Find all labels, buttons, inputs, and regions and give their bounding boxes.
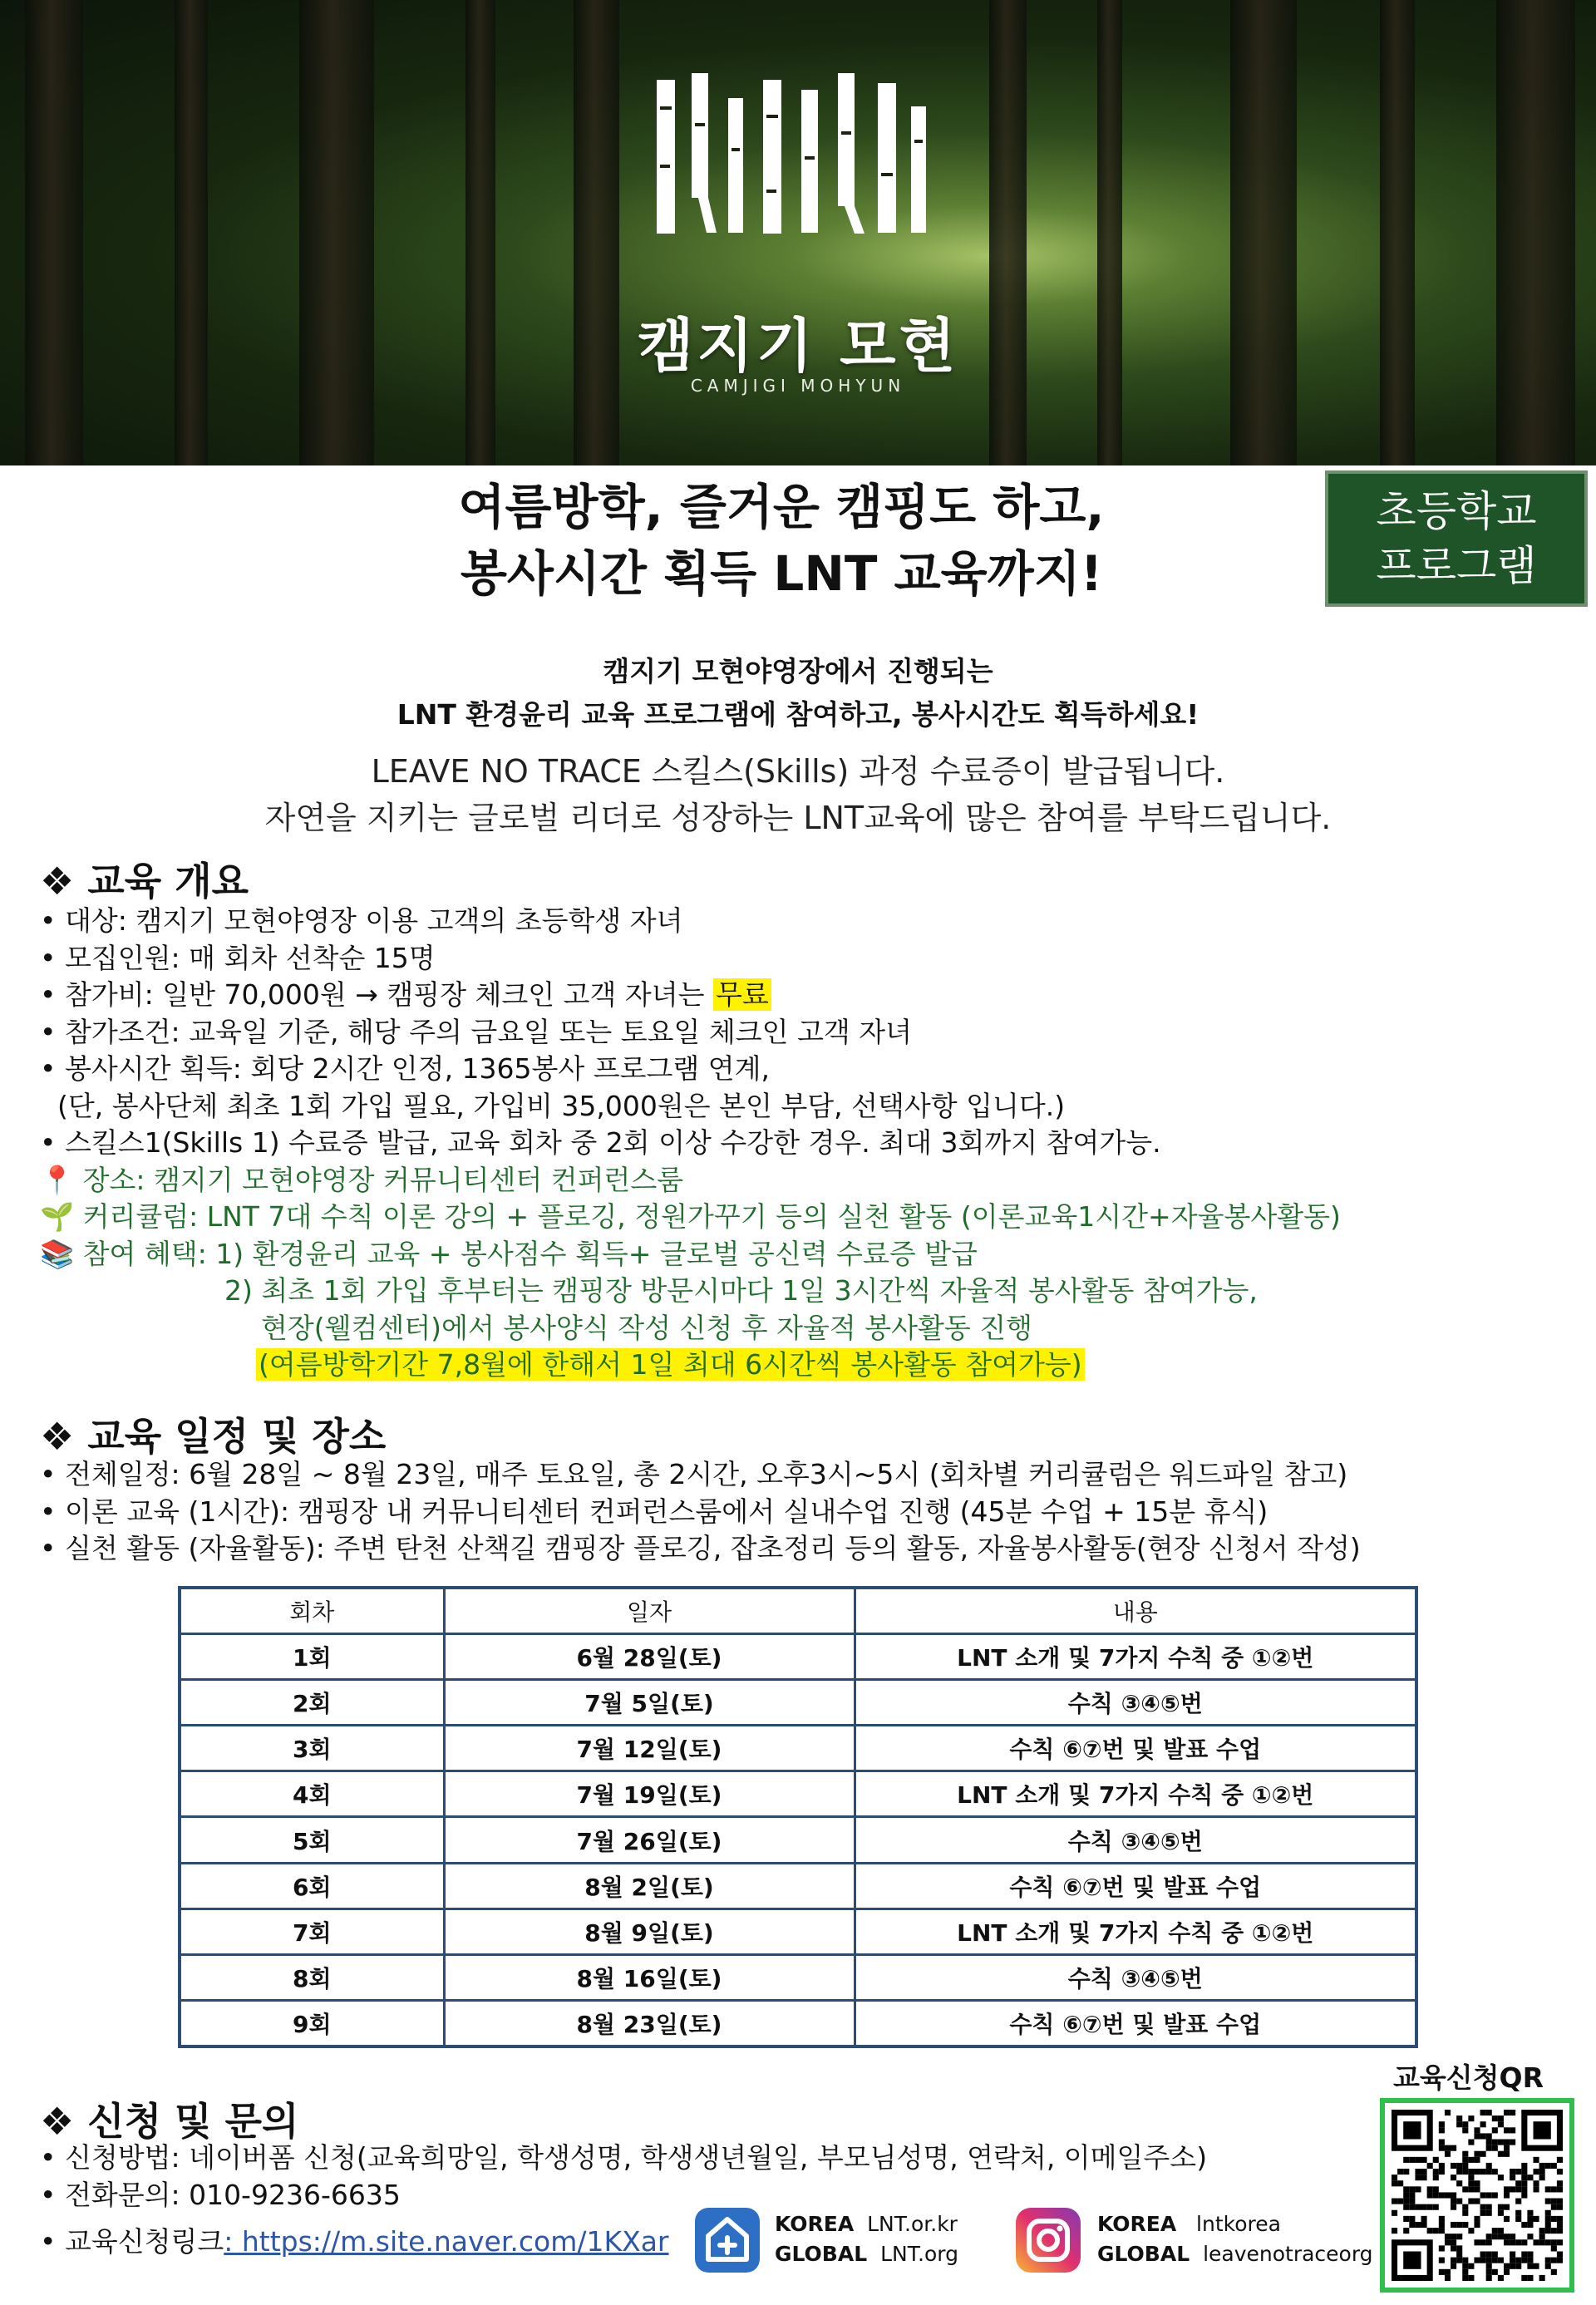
tree-trunk <box>989 0 1027 465</box>
cell-content: 수칙 ⑥⑦번 및 발표 수업 <box>855 1726 1416 1771</box>
headline-line: 여름방학, 즐거운 캠핑도 하고, <box>458 479 1105 535</box>
cell-date: 6월 28일(토) <box>444 1633 855 1679</box>
schedule-overall: • 전체일정: 6월 28일 ~ 8월 23일, 매주 토요일, 총 2시간, 오후3시~5시 (회차별 커리큘럼은 워드파일 참고) <box>40 1458 1348 1490</box>
schedule-table <box>178 1586 1418 2048</box>
cell-session: 7회 <box>180 1909 444 1954</box>
cell-content: 수칙 ③④⑤번 <box>855 1679 1416 1725</box>
table-row <box>180 1679 1416 1725</box>
overview-benefit <box>40 1236 1341 1273</box>
badge-line: 초등학교 <box>1376 487 1537 535</box>
cell-session: 2회 <box>180 1679 444 1725</box>
insta-global-label: GLOBAL <box>1097 2242 1190 2266</box>
insta-korea-label: KOREA <box>1097 2212 1177 2236</box>
program-badge <box>1325 470 1588 607</box>
cell-session: 5회 <box>180 1817 444 1863</box>
table-row <box>180 1726 1416 1771</box>
headline <box>316 474 1247 607</box>
intro-line: 캠지기 모현야영장에서 진행되는 <box>603 655 993 687</box>
intro-bold <box>0 650 1596 736</box>
tree-trunk <box>299 0 374 465</box>
column-header-date: 일자 <box>444 1588 855 1633</box>
curriculum-text: 커리큘럼: LNT 7대 수칙 이론 강의 + 플로깅, 정원가꾸기 등의 실천 활동 (이론교육1시간+자율봉사활동) <box>82 1200 1341 1233</box>
cell-session: 1회 <box>180 1633 444 1679</box>
cell-content: 수칙 ③④⑤번 <box>855 1955 1416 2001</box>
apply-phone: • 전화문의: 010-9236-6635 <box>40 2178 401 2211</box>
hero-subtitle: CAMJIGI MOHYUN <box>690 376 906 396</box>
tree-trunk <box>25 0 83 465</box>
overview-target: • 대상: 캠지기 모현야영장 이용 고객의 초등학생 자녀 <box>40 904 683 937</box>
qr-label: 교육신청QR <box>1393 2061 1544 2094</box>
badge-line: 프로그램 <box>1376 542 1537 590</box>
cell-content: 수칙 ⑥⑦번 및 발표 수업 <box>855 1863 1416 1909</box>
tree-trunk <box>175 0 208 465</box>
overview-condition: • 참가조건: 교육일 기준, 해당 주의 금요일 또는 토요일 체크인 고객 자녀 <box>40 1015 913 1048</box>
table-row <box>180 1909 1416 1954</box>
cell-date: 7월 5일(토) <box>444 1679 855 1725</box>
instagram-info <box>1097 2209 1373 2269</box>
birch-logo-icon <box>648 73 931 239</box>
overview-benefit-2: 2) 최초 1회 가입 후부터는 캠핑장 방문시마다 1일 3시간씩 자율적 봉사활동 참여가능, <box>224 1274 1258 1307</box>
cell-date: 7월 26일(토) <box>444 1817 855 1863</box>
schedule-list <box>40 1456 1361 1568</box>
headline-line: 봉사시간 획득 LNT 교육까지! <box>460 545 1103 602</box>
lnt-global-site[interactable]: LNT.org <box>880 2242 958 2266</box>
tree-trunk <box>574 0 619 465</box>
cell-content: LNT 소개 및 7가지 수칙 중 ①②번 <box>855 1771 1416 1817</box>
cell-session: 3회 <box>180 1726 444 1771</box>
overview-list <box>40 903 1341 1384</box>
table-row <box>180 1955 1416 2001</box>
cell-date: 8월 9일(토) <box>444 1909 855 1954</box>
section-heading-apply: ❖ 신청 및 문의 <box>40 2099 299 2144</box>
cell-content: 수칙 ③④⑤번 <box>855 1817 1416 1863</box>
tree-trunk <box>1230 0 1297 465</box>
benefit-highlight: (여름방학기간 7,8월에 한해서 1일 최대 6시간씩 봉사활동 참여가능) <box>256 1348 1085 1381</box>
cell-session: 8회 <box>180 1955 444 2001</box>
cell-content: 수칙 ⑥⑦번 및 발표 수업 <box>855 2001 1416 2046</box>
insta-global-handle[interactable]: leavenotraceorg <box>1203 2242 1373 2266</box>
table-row <box>180 1771 1416 1817</box>
cell-content: LNT 소개 및 7가지 수칙 중 ①②번 <box>855 1633 1416 1679</box>
section-heading-schedule: ❖ 교육 일정 및 장소 <box>40 1414 387 1459</box>
hero-banner <box>0 0 1596 465</box>
tree-trunk <box>466 0 495 465</box>
table-row <box>180 1863 1416 1909</box>
table-header-row <box>180 1588 1416 1633</box>
free-highlight: 무료 <box>713 978 771 1011</box>
overview-fee <box>40 977 1341 1014</box>
overview-volunteer-note: (단, 봉사단체 최초 1회 가입 필요, 가입비 35,000원은 본인 부담, 선택사항 입니다.) <box>40 1089 1066 1122</box>
tree-trunk <box>1496 0 1575 465</box>
tree-trunk <box>1097 0 1122 465</box>
cell-date: 8월 2일(토) <box>444 1863 855 1909</box>
intro-line: 자연을 지키는 글로벌 리더로 성장하는 LNT교육에 많은 참여를 부탁드립니다. <box>264 800 1332 836</box>
qr-code-icon <box>1392 2110 1563 2281</box>
cell-date: 8월 23일(토) <box>444 2001 855 2046</box>
cell-session: 6회 <box>180 1863 444 1909</box>
overview-skills: • 스킬스1(Skills 1) 수료증 발급, 교육 회차 중 2회 이상 수강한 경우. 최대 3회까지 참여가능. <box>40 1126 1161 1159</box>
benefit-text: 참여 혜택: 1) 환경윤리 교육 + 봉사점수 획득+ 글로벌 공신력 수료증 발급 <box>82 1237 978 1270</box>
overview-curriculum <box>40 1199 1341 1236</box>
books-icon: 📚 <box>40 1237 83 1270</box>
cell-date: 7월 12일(토) <box>444 1726 855 1771</box>
table-row <box>180 1817 1416 1863</box>
cell-content: LNT 소개 및 7가지 수칙 중 ①②번 <box>855 1909 1416 1954</box>
table-row <box>180 2001 1416 2046</box>
cell-session: 4회 <box>180 1771 444 1817</box>
lnt-logo-icon <box>695 2208 760 2273</box>
fee-text: • 참가비: 일반 70,000원 → 캠핑장 체크인 고객 자녀는 <box>40 978 714 1011</box>
apply-link[interactable]: : https://m.site.naver.com/1KXar <box>224 2225 669 2258</box>
cell-date: 7월 19일(토) <box>444 1771 855 1817</box>
lnt-korea-label: KOREA <box>775 2212 855 2236</box>
table-row <box>180 1633 1416 1679</box>
sprout-icon: 🌱 <box>40 1200 83 1233</box>
schedule-practice: • 실천 활동 (자율활동): 주변 탄천 산책길 캠핑장 플로깅, 잡초정리 등의 활동, 자율봉사활동(현장 신청서 작성) <box>40 1532 1361 1564</box>
place-text: 장소: 캠지기 모현야영장 커뮤니티센터 컨퍼런스룸 <box>82 1163 684 1196</box>
column-header-session: 회차 <box>180 1588 444 1633</box>
link-label: • 교육신청링크 <box>40 2225 224 2258</box>
section-heading-overview: ❖ 교육 개요 <box>40 859 249 904</box>
overview-place <box>40 1162 1341 1199</box>
overview-volunteer: • 봉사시간 획득: 회당 2시간 인정, 1365봉사 프로그램 연계, <box>40 1052 771 1085</box>
overview-benefit-3: 현장(웰컴센터)에서 봉사양식 작성 신청 후 자율적 봉사활동 진행 <box>261 1311 1033 1344</box>
lnt-korea-site[interactable]: LNT.or.kr <box>867 2212 958 2236</box>
cell-session: 9회 <box>180 2001 444 2046</box>
instagram-icon <box>1016 2208 1081 2273</box>
pin-icon: 📍 <box>40 1163 83 1196</box>
hero-title: 캠지기 모현 <box>637 312 959 380</box>
apply-method: • 신청방법: 네이버폼 신청(교육희망일, 학생성명, 학생생년월일, 부모님성명, 연락처, 이메일주소) <box>40 2141 1208 2174</box>
intro-line: LNT 환경윤리 교육 프로그램에 참여하고, 봉사시간도 획득하세요! <box>397 698 1199 731</box>
cell-date: 8월 16일(토) <box>444 1955 855 2001</box>
schedule-theory: • 이론 교육 (1시간): 캠핑장 내 커뮤니티센터 컨퍼런스룸에서 실내수업 진행 (45분 수업 + 15분 휴식) <box>40 1495 1268 1528</box>
qr-code[interactable] <box>1380 2098 1574 2293</box>
overview-recruit: • 모집인원: 매 회차 선착순 15명 <box>40 941 436 974</box>
lnt-global-label: GLOBAL <box>775 2242 868 2266</box>
intro-regular <box>0 748 1596 841</box>
tree-trunk <box>1380 0 1415 465</box>
intro-line: LEAVE NO TRACE 스킬스(Skills) 과정 수료증이 발급됩니다. <box>371 753 1225 790</box>
lnt-org-info <box>775 2209 958 2269</box>
insta-korea-handle[interactable]: lntkorea <box>1196 2212 1281 2236</box>
column-header-content: 내용 <box>855 1588 1416 1633</box>
